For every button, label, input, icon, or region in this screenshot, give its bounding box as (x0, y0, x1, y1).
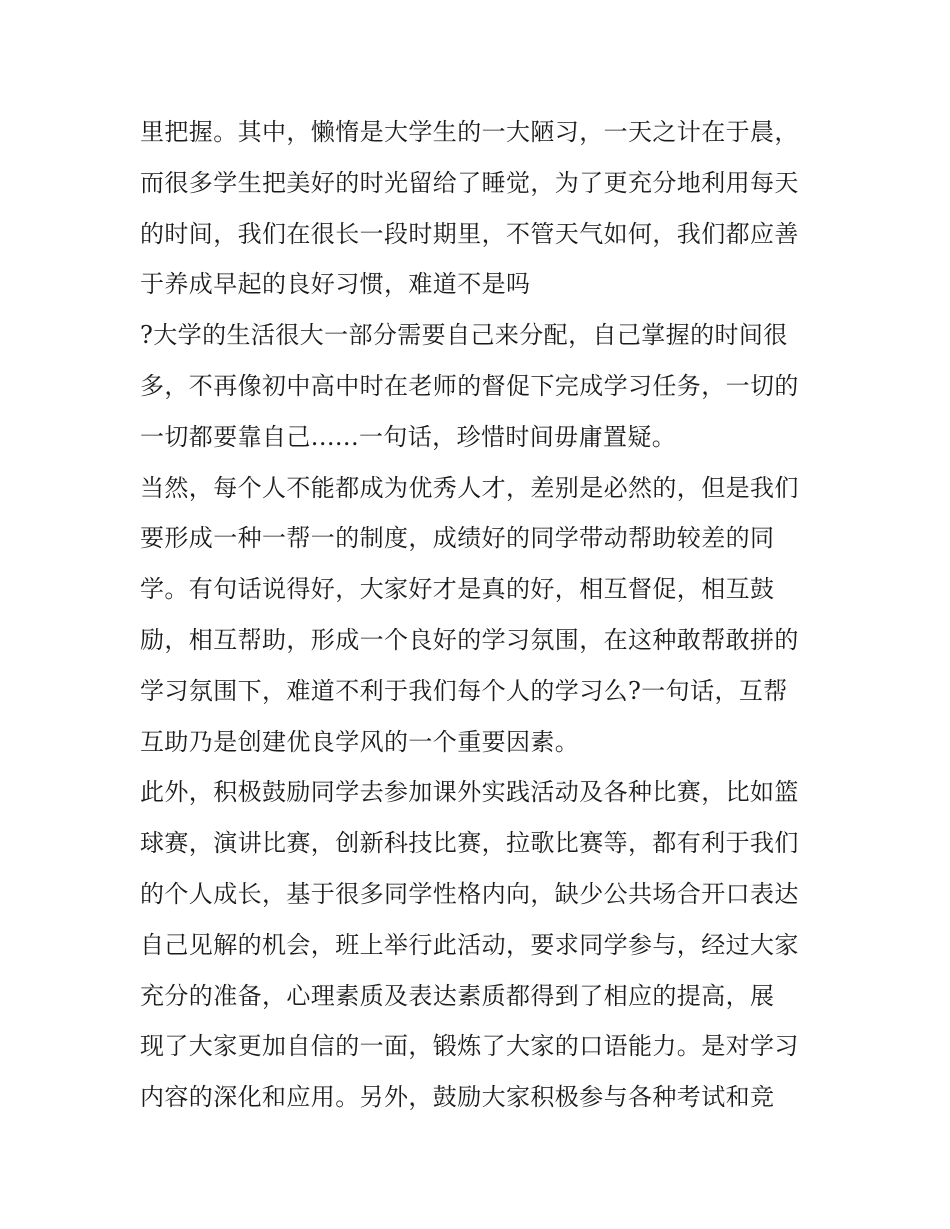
text-line: 内容的深化和应用。另外，鼓励大家积极参与各种考试和竞 (140, 1083, 775, 1112)
text-line: 而很多学生把美好的时光留给了睡觉，为了更充分地利用每天 (140, 168, 799, 197)
text-line: 于养成早起的良好习惯，难道不是吗 (140, 270, 531, 299)
text-line: 的个人成长，基于很多同学性格内向，缺少公共场合开口表达 (140, 879, 799, 908)
text-line: 充分的准备，心理素质及表达素质都得到了相应的提高，展 (140, 981, 775, 1010)
text-line: 此外，积极鼓励同学去参加课外实践活动及各种比赛，比如篮 (140, 778, 799, 807)
text-line: 多，不再像初中高中时在老师的督促下完成学习任务，一切的 (140, 371, 799, 400)
text-line: 球赛，演讲比赛，创新科技比赛，拉歌比赛等，都有利于我们 (140, 829, 799, 858)
text-line: 自己见解的机会，班上举行此活动，要求同学参与，经过大家 (140, 930, 799, 959)
text-line: 互助乃是创建优良学风的一个重要因素。 (140, 727, 580, 756)
text-line: 要形成一种一帮一的制度，成绩好的同学带动帮助较差的同 (140, 524, 775, 553)
body-text (140, 107, 820, 1123)
text-line: 的时间，我们在很长一段时期里，不管天气如何，我们都应善 (140, 219, 799, 248)
text-line: 当然，每个人不能都成为优秀人才，差别是必然的，但是我们 (140, 473, 799, 502)
text-line: 励，相互帮助，形成一个良好的学习氛围，在这种敢帮敢拼的 (140, 625, 799, 654)
text-line: 学习氛围下，难道不利于我们每个人的学习么?一句话，互帮 (140, 676, 788, 705)
text-line: 里把握。其中，懒惰是大学生的一大陋习，一天之计在于晨， (140, 118, 799, 146)
text-line: 学。有句话说得好，大家好才是真的好，相互督促，相互鼓 (140, 575, 775, 604)
text-line: 现了大家更加自信的一面，锻炼了大家的口语能力。是对学习 (140, 1032, 799, 1061)
text-line: ?大学的生活很大一部分需要自己来分配，自己掌握的时间很 (140, 321, 788, 350)
text-line: 一切都要靠自己......一句话，珍惜时间毋庸置疑。 (140, 422, 677, 451)
